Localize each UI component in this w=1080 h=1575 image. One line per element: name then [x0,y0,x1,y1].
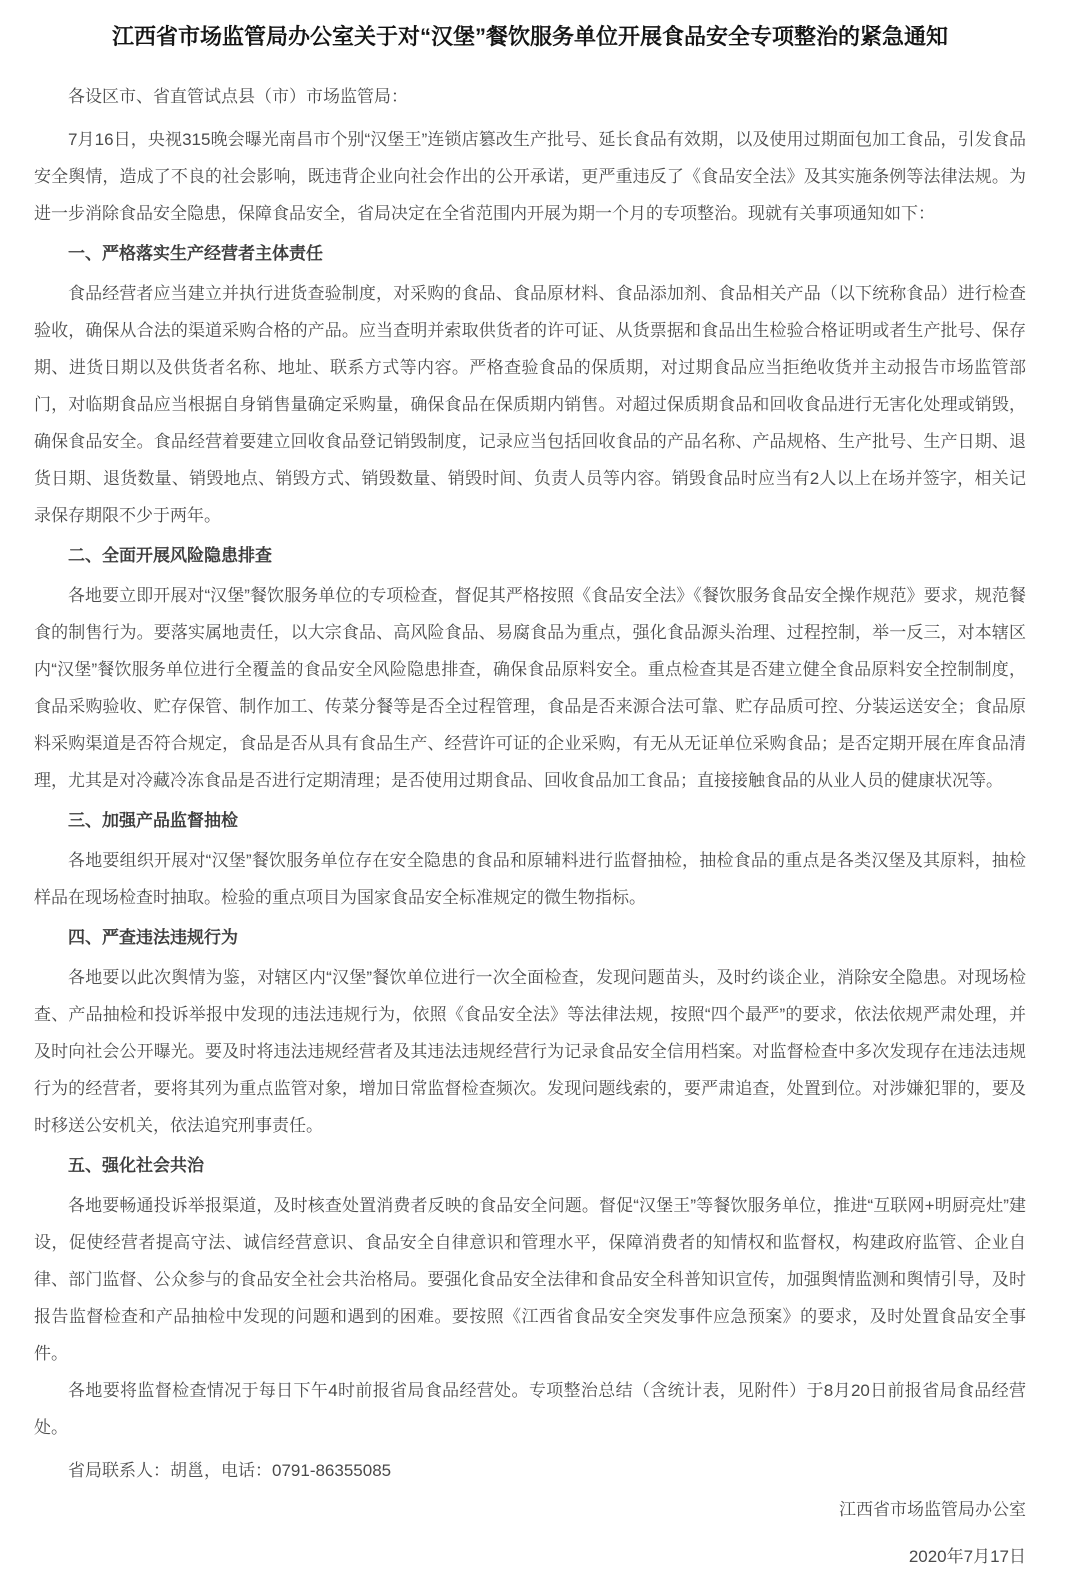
section-5-body: 各地要畅通投诉举报渠道，及时核查处置消费者反映的食品安全问题。督促“汉堡王”等餐饮服务单位，推进“互联网+明厨亮灶”建设，促使经营者提高守法、诚信经营意识、食品安全自律意识和管理水平，保障消费者的知情权和监督权，构建政府监管、企业自律、部门监督、公众参与的食品安全社会共治格局。要强化食品安全法律和食品安全科普知识宣传，加强舆情监测和舆情引导，及时报告监督检查和产品抽检中发现的问题和遇到的困难。要按照《江西省食品安全突发事件应急预案》的要求，及时处置食品安全事件。 [34,1196,1026,1363]
salutation: 各设区市、省直管试点县（市）市场监管局： [68,87,408,106]
signature-date: 2020年7月17日 [908,1547,1026,1566]
section-3-body: 各地要组织开展对“汉堡”餐饮服务单位存在安全隐患的食品和原辅料进行监督抽检，抽检食品的重点是各类汉堡及其原料，抽检样品在现场检查时抽取。检验的重点项目为国家食品安全标准规定的微生物指标。 [34,851,1026,907]
section-1-body: 食品经营者应当建立并执行进货查验制度，对采购的食品、食品原材料、食品添加剂、食品相关产品（以下统称食品）进行检查验收，确保从合法的渠道采购合格的产品。应当查明并索取供货者的许可证、从货票据和食品出生检验合格证明或者生产批号、保存期、进货日期以及供货者名称、地址、联系方式等内容。严格查验食品的保质期，对过期食品应当拒绝收货并主动报告市场监管部门，对临期食品应当根据自身销售量确定采购量，确保食品在保质期内销售。对超过保质期食品和回收食品进行无害化处理或销毁，确保食品安全。食品经营着要建立回收食品登记销毁制度，记录应当包括回收食品的产品名称、产品规格、生产批号、生产日期、退货日期、退货数量、销毁地点、销毁方式、销毁数量、销毁时间、负责人员等内容。销毁食品时应当有2人以上在场并签字，相关记录保存期限不少于两年。 [34,284,1026,525]
section-2-body: 各地要立即开展对“汉堡”餐饮服务单位的专项检查，督促其严格按照《食品安全法》《餐饮服务食品安全操作规范》要求，规范餐食的制售行为。要落实属地责任，以大宗食品、高风险食品、易腐食品为重点，强化食品源头治理、过程控制，举一反三，对本辖区内“汉堡”餐饮服务单位进行全覆盖的食品安全风险隐患排查，确保食品原料安全。重点检查其是否建立健全食品原料安全控制制度，食品采购验收、贮存保管、制作加工、传菜分餐等是否全过程管理，食品是否来源合法可靠、贮存品质可控、分装运送安全；食品原料采购渠道是否符合规定，食品是否从具有食品生产、经营许可证的企业采购，有无从无证单位采购食品；是否定期开展在库食品清理，尤其是对冷藏冷冻食品是否进行定期清理；是否使用过期食品、回收食品加工食品；直接接触食品的从业人员的健康状况等。 [34,586,1026,790]
section-5-heading: 五、强化社会共治 [68,1156,204,1175]
section-1-heading: 一、严格落实生产经营者主体责任 [68,244,323,263]
contact-line: 省局联系人：胡邕，电话：0791-86355085 [68,1461,392,1480]
page-title: 江西省市场监管局办公室关于对“汉堡”餐饮服务单位开展食品安全专项整治的紧急通知 [111,24,948,49]
reporting-paragraph: 各地要将监督检查情况于每日下午4时前报省局食品经营处。专项整治总结（含统计表，见附件）于8月20日前报省局食品经营处。 [34,1381,1026,1437]
signature-block [34,1491,1026,1575]
section-4-body: 各地要以此次舆情为鉴，对辖区内“汉堡”餐饮单位进行一次全面检查，发现问题苗头，及时约谈企业，消除安全隐患。对现场检查、产品抽检和投诉举报中发现的违法违规行为，依照《食品安全法》等法律法规，按照“四个最严”的要求，依法依规严肃处理，并及时向社会公开曝光。要及时将违法违规经营者及其违法违规经营行为记录食品安全信用档案。对监督检查中多次发现存在违法违规行为的经营者，要将其列为重点监管对象，增加日常监督检查频次。发现问题线索的，要严肃追查，处置到位。对涉嫌犯罪的，要及时移送公安机关，依法追究刑事责任。 [34,968,1026,1135]
intro-paragraph: 7月16日，央视315晚会曝光南昌市个别“汉堡王”连锁店篡改生产批号、延长食品有效期，以及使用过期面包加工食品，引发食品安全舆情，造成了不良的社会影响，既违背企业向社会作出的公开承诺，更严重违反了《食品安全法》及其实施条例等法律法规。为进一步消除食品安全隐患，保障食品安全，省局决定在全省范围内开展为期一个月的专项整治。现就有关事项通知如下： [34,130,1026,223]
section-4-heading: 四、严查违法违规行为 [68,928,238,947]
section-2-heading: 二、全面开展风险隐患排查 [68,546,272,565]
section-3-heading: 三、加强产品监督抽检 [68,811,238,830]
signature-org: 江西省市场监管局办公室 [839,1500,1026,1519]
